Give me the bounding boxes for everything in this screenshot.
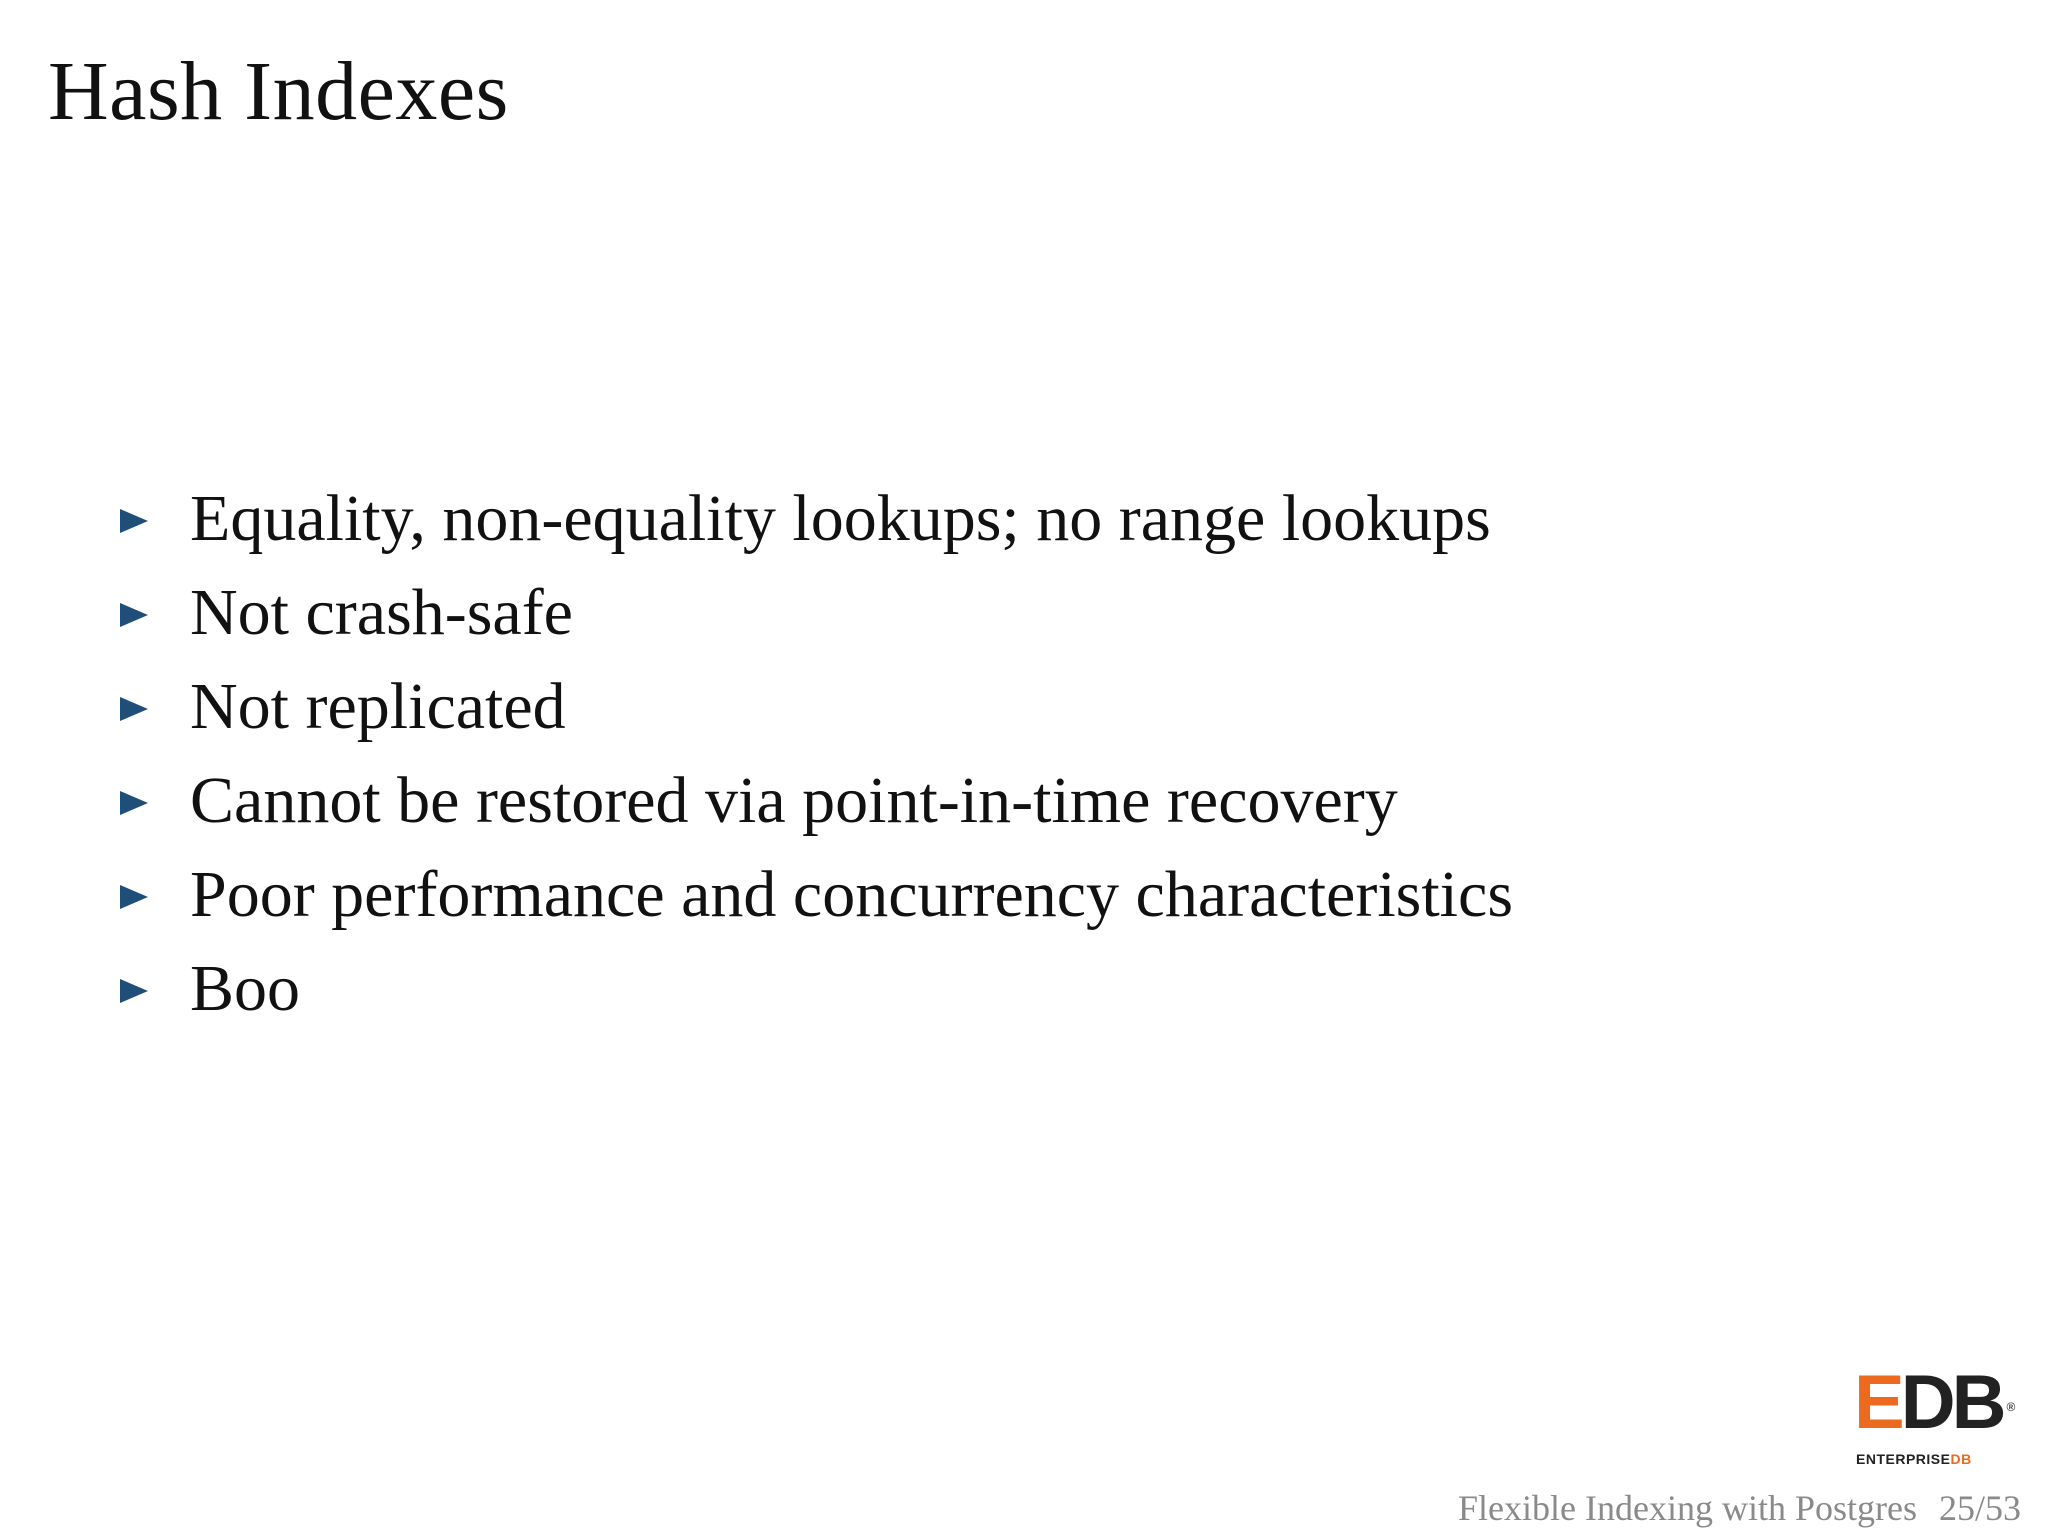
bullet-text: Not crash-safe: [190, 576, 573, 649]
list-item: [120, 566, 1513, 660]
logo-mark-db: DB: [1900, 1360, 2003, 1445]
triangle-right-icon: [120, 697, 148, 721]
list-item: [120, 754, 1513, 848]
triangle-right-icon: [120, 603, 148, 627]
triangle-right-icon: [120, 979, 148, 1003]
logo-wordmark-main: ENTERPRISE: [1856, 1451, 1951, 1467]
enterprisedb-logo: [1854, 1360, 2012, 1467]
bullet-text: Poor performance and concurrency characteristics: [190, 858, 1513, 931]
logo-wordmark-db: DB: [1950, 1451, 1972, 1467]
logo-mark: [1854, 1360, 2012, 1445]
bullet-text: Equality, non-equality lookups; no range lookups: [190, 482, 1491, 555]
list-item: [120, 848, 1513, 942]
triangle-right-icon: [120, 509, 148, 533]
list-item: [120, 472, 1513, 566]
list-item: [120, 660, 1513, 754]
page-number: 25/53: [1938, 1488, 2021, 1528]
bullet-list: [120, 472, 1513, 1036]
triangle-right-icon: [120, 791, 148, 815]
bullet-text: Cannot be restored via point-in-time recovery: [190, 764, 1398, 837]
bullet-text: Boo: [190, 952, 301, 1025]
logo-mark-e: E: [1854, 1360, 1901, 1445]
bullet-text: Not replicated: [190, 670, 566, 743]
slide-title: Hash Indexes: [48, 45, 509, 138]
registered-mark: ®: [2006, 1400, 2012, 1414]
list-item: [120, 942, 1513, 1036]
logo-wordmark: [1856, 1450, 2000, 1468]
triangle-right-icon: [120, 885, 148, 909]
presentation-title: Flexible Indexing with Postgres: [1458, 1488, 1917, 1528]
slide-footer: [1458, 1486, 2021, 1530]
